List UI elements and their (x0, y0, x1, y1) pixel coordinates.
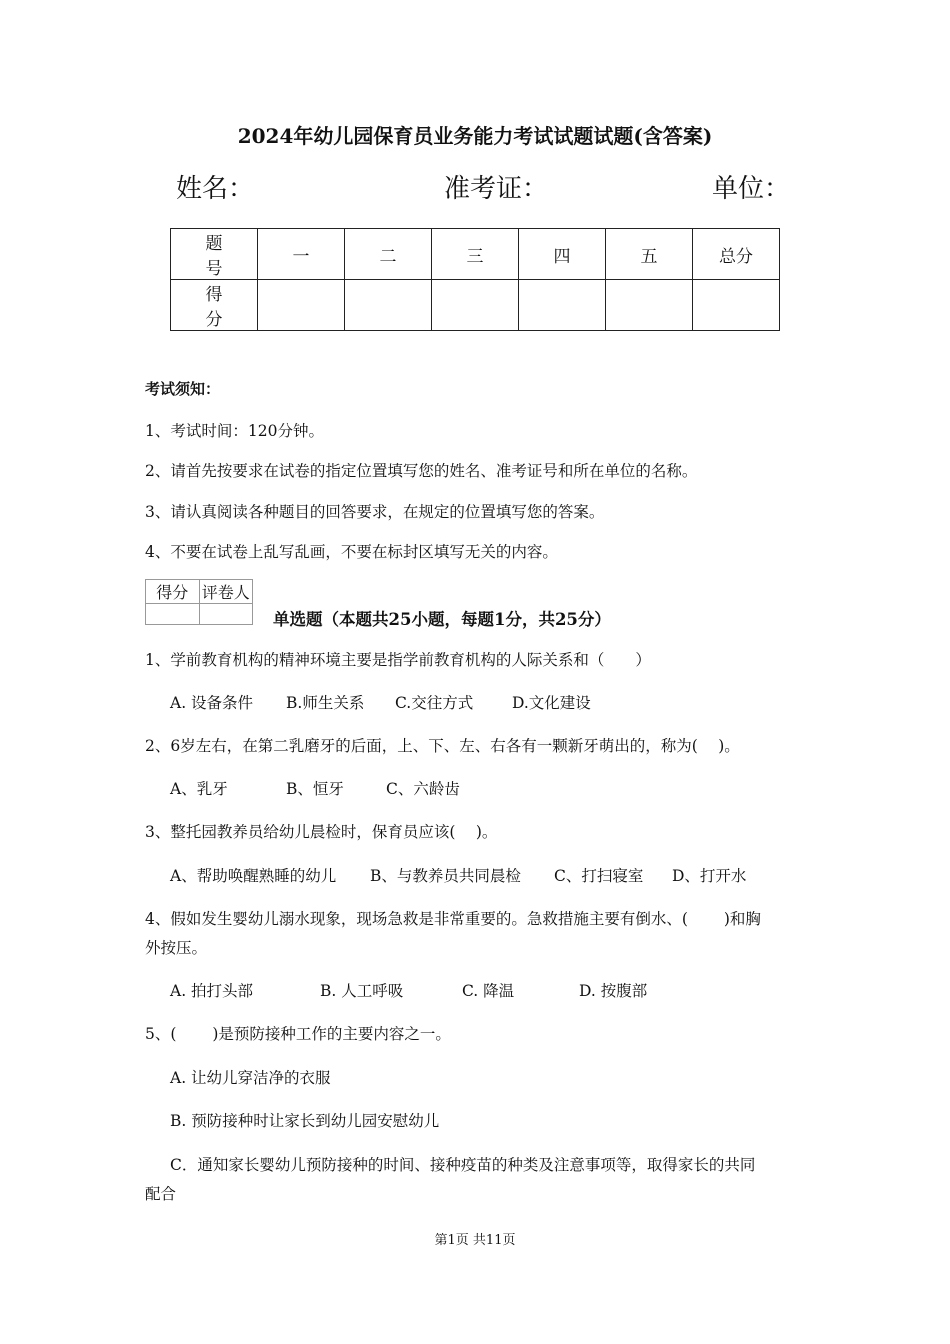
score-entry-cell (432, 280, 519, 331)
score-table-header-row (171, 229, 780, 280)
grader-score-label: 得分 (146, 580, 200, 604)
score-entry-cell (519, 280, 606, 331)
question-option: B、与教养员共同晨检 (370, 867, 521, 885)
notice-item: 3、请认真阅读各种题目的回答要求，在规定的位置填写您的答案。 (145, 503, 605, 521)
question-option: B、恒牙 (286, 780, 344, 798)
question-option: B.师生关系 (286, 694, 365, 712)
score-entry-cell (693, 280, 780, 331)
grader-score-cell (146, 604, 200, 625)
question-option: A、乳牙 (170, 780, 228, 798)
score-table-cell: 三 (432, 229, 519, 280)
notice-item: 1、考试时间：120分钟。 (145, 422, 324, 440)
score-table-cell: 四 (519, 229, 606, 280)
score-entry-cell (345, 280, 432, 331)
page-footer: 第1页 共11页 (434, 1233, 516, 1248)
question-option: C. 降温 (462, 982, 515, 1000)
score-table-cell: 二 (345, 229, 432, 280)
question-option: A. 设备条件 (170, 694, 254, 712)
score-table-cell: 一 (258, 229, 345, 280)
question-option: A、帮助唤醒熟睡的幼儿 (170, 867, 337, 885)
score-table-score-row (171, 280, 780, 331)
score-entry-cell (606, 280, 693, 331)
question-stem: 5、( )是预防接种工作的主要内容之一。 (145, 1025, 451, 1043)
question-option: C、打扫寝室 (554, 867, 644, 885)
question-option: A. 让幼儿穿洁净的衣服 (170, 1069, 331, 1087)
document-title: 2024年幼儿园保育员业务能力考试试题试题(含答案) (237, 124, 713, 148)
question-stem-continued: 外按压。 (145, 939, 208, 957)
section-title: 单选题（本题共25小题，每题1分，共25分） (273, 610, 611, 629)
score-table-cell: 题 号 (171, 229, 258, 280)
score-table-cell: 得 分 (171, 280, 258, 331)
score-table (170, 228, 780, 331)
question-option: B. 预防接种时让家长到幼儿园安慰幼儿 (170, 1112, 440, 1130)
question-stem: 4、假如发生婴幼儿溺水现象，现场急救是非常重要的。急救措施主要有倒水、( )和胸 (145, 910, 761, 928)
exam-id-field-label: 准考证： (444, 174, 549, 204)
question-stem: 2、6岁左右，在第二乳磨牙的后面，上、下、左、右各有一颗新牙萌出的，称为( )。 (145, 737, 740, 755)
grader-reviewer-cell (199, 604, 253, 625)
question-option: C.交往方式 (395, 694, 474, 712)
score-table-cell: 五 (606, 229, 693, 280)
notice-heading: 考试须知： (145, 380, 221, 398)
grader-box (145, 579, 253, 625)
unit-field-label: 单位： (712, 174, 791, 204)
question-option-continued: 配合 (145, 1185, 177, 1203)
question-option: A. 拍打头部 (170, 982, 254, 1000)
question-stem: 1、学前教育机构的精神环境主要是指学前教育机构的人际关系和（ ） (145, 651, 651, 669)
question-option: C．通知家长婴幼儿预防接种的时间、接种疫苗的种类及注意事项等，取得家长的共同 (170, 1156, 756, 1174)
question-option: D.文化建设 (512, 694, 591, 712)
notice-item: 2、请首先按要求在试卷的指定位置填写您的姓名、准考证号和所在单位的名称。 (145, 462, 698, 480)
grader-reviewer-label: 评卷人 (199, 580, 253, 604)
question-option: C、六龄齿 (386, 780, 460, 798)
notice-item: 4、不要在试卷上乱写乱画，不要在标封区填写无关的内容。 (145, 543, 558, 561)
question-option: D、打开水 (672, 867, 747, 885)
question-stem: 3、整托园教养员给幼儿晨检时，保育员应该( )。 (145, 823, 498, 841)
question-option: D. 按腹部 (579, 982, 648, 1000)
score-table-cell: 总分 (693, 229, 780, 280)
name-field-label: 姓名： (176, 174, 255, 204)
question-option: B. 人工呼吸 (320, 982, 404, 1000)
